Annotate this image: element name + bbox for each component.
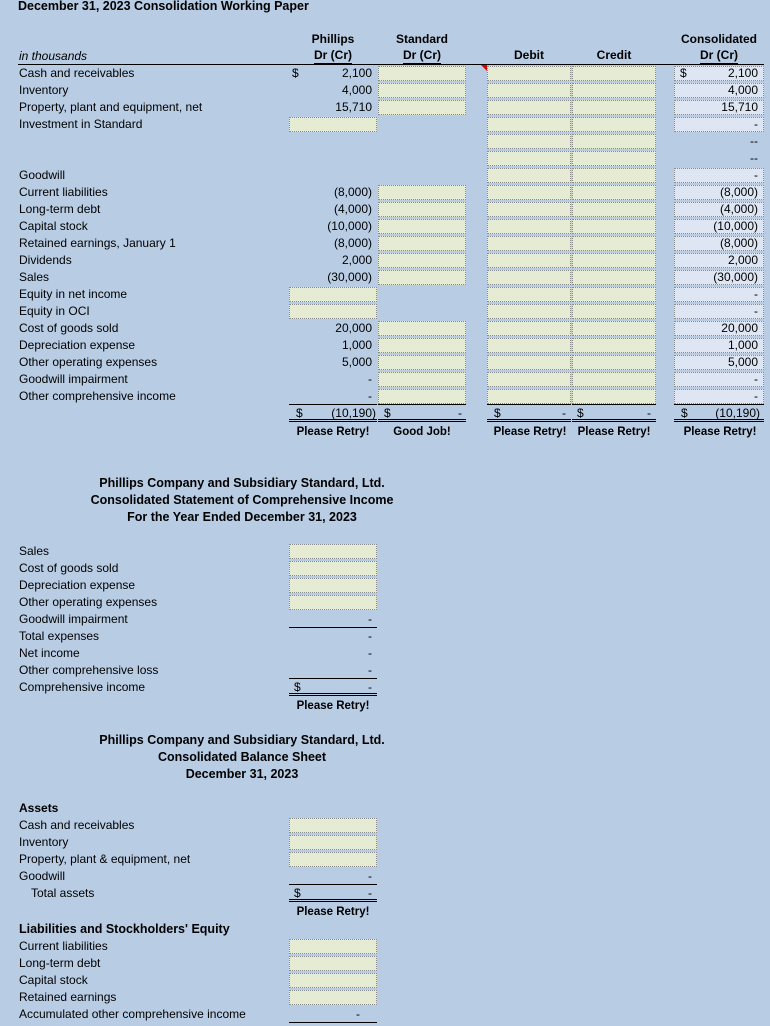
standard-total-double-rule	[378, 419, 466, 422]
standard-dividends-input[interactable]	[378, 253, 466, 268]
balance-liabilities-header: Liabilities and Stockholders' Equity	[19, 922, 230, 936]
balance-label-inventory: Inventory	[19, 835, 69, 849]
balance-aoci: -	[356, 1007, 360, 1021]
consolidated-total-dollar: $	[681, 406, 688, 420]
phillips-cogs: 20,000	[335, 321, 372, 335]
balance-ppe-input[interactable]	[289, 852, 377, 867]
row-label-oci: Other comprehensive income	[19, 389, 176, 403]
balance-label-current-liabilities: Current liabilities	[19, 939, 108, 953]
debit-investment-input[interactable]	[487, 117, 571, 132]
income-net-income: -	[368, 646, 372, 660]
income-label-comprehensive-income: Comprehensive income	[19, 680, 146, 694]
credit-extra-2-input[interactable]	[572, 151, 656, 166]
standard-status: Good Job!	[393, 426, 451, 438]
credit-ppe-input[interactable]	[572, 100, 656, 115]
income-total-expenses: -	[368, 629, 372, 643]
phillips-ppe: 15,710	[335, 100, 372, 114]
row-label-inventory: Inventory	[19, 83, 69, 97]
balance-label-goodwill: Goodwill	[19, 869, 66, 883]
income-comprehensive-income: -	[368, 680, 372, 694]
credit-total-double-rule	[572, 419, 656, 422]
row-label-long-term-debt: Long-term debt	[19, 202, 101, 216]
balance-cash-input[interactable]	[289, 818, 377, 833]
income-label-depreciation: Depreciation expense	[19, 578, 136, 592]
row-label-cogs: Cost of goods sold	[19, 321, 119, 335]
phillips-inventory: 4,000	[341, 83, 372, 97]
debit-goodwill-input[interactable]	[487, 168, 571, 183]
phillips-total-double-rule	[289, 419, 377, 422]
credit-oci-input[interactable]	[572, 389, 656, 404]
debit-other-opex-input[interactable]	[487, 355, 571, 370]
balance-label-ppe: Property, plant & equipment, net	[19, 852, 191, 866]
income-ocl: -	[368, 663, 372, 677]
phillips-total-dollar: $	[296, 406, 303, 420]
debit-inventory-input[interactable]	[487, 83, 571, 98]
income-status: Please Retry!	[296, 700, 370, 712]
debit-current-liabilities-input[interactable]	[487, 185, 571, 200]
consolidated-long-term-debt: (4,000)	[719, 202, 758, 216]
income-label-cogs: Cost of goods sold	[19, 561, 119, 575]
header-debit: Debit	[514, 48, 544, 62]
income-depreciation-input[interactable]	[289, 578, 377, 593]
credit-total: -	[647, 406, 651, 420]
phillips-long-term-debt: (4,000)	[333, 202, 372, 216]
balance-label-long-term-debt: Long-term debt	[19, 956, 101, 970]
credit-total-dollar: $	[577, 406, 584, 420]
credit-investment-input[interactable]	[572, 117, 656, 132]
balance-assets-header: Assets	[19, 801, 59, 815]
income-ci-double-rule	[289, 693, 377, 696]
income-ci-dollar: $	[294, 680, 301, 694]
spacer-1	[466, 151, 486, 166]
credit-depreciation-input[interactable]	[572, 338, 656, 353]
standard-other-opex-input[interactable]	[378, 355, 466, 370]
consolidated-sales: (30,000)	[713, 270, 758, 284]
income-cogs-input[interactable]	[289, 561, 377, 576]
income-other-opex-input[interactable]	[289, 595, 377, 610]
income-label-sales: Sales	[19, 544, 50, 558]
debit-status: Please Retry!	[493, 426, 567, 438]
debit-sales-input[interactable]	[487, 270, 571, 285]
phillips-other-opex: 5,000	[341, 355, 372, 369]
debit-extra-1-input[interactable]	[487, 134, 571, 149]
credit-long-term-debt-input[interactable]	[572, 202, 656, 217]
credit-equity-oci-input[interactable]	[572, 304, 656, 319]
balance-inventory-input[interactable]	[289, 835, 377, 850]
credit-retained-earnings-input[interactable]	[572, 236, 656, 251]
phillips-dividends: 2,000	[341, 253, 372, 267]
standard-inventory-input[interactable]	[378, 83, 466, 98]
consolidated-extra-1: --	[750, 134, 758, 148]
phillips-total: (10,190)	[331, 406, 376, 420]
phillips-depreciation: 1,000	[341, 338, 372, 352]
debit-total-dollar: $	[494, 406, 501, 420]
consolidated-retained-earnings: (8,000)	[719, 236, 758, 250]
income-sales-input[interactable]	[289, 544, 377, 559]
credit-equity-ni-input[interactable]	[572, 287, 656, 302]
row-label-current-liabilities: Current liabilities	[19, 185, 108, 199]
units-label: in thousands	[19, 49, 88, 63]
balance-goodwill: -	[368, 869, 372, 883]
balance-current-liabilities-input[interactable]	[289, 939, 377, 954]
income-label-other-opex: Other operating expenses	[19, 595, 158, 609]
consolidated-cogs: 20,000	[721, 321, 758, 335]
credit-dividends-input[interactable]	[572, 253, 656, 268]
consolidated-other-opex: 5,000	[727, 355, 758, 369]
row-label-equity-oci: Equity in OCI	[19, 304, 90, 318]
standard-ppe-input[interactable]	[378, 100, 466, 115]
phillips-investment-input[interactable]	[289, 117, 377, 132]
row-label-retained-earnings: Retained earnings, January 1	[19, 236, 176, 250]
phillips-cash: 2,100	[341, 66, 372, 80]
consolidated-goodwill: -	[754, 168, 758, 182]
standard-sales-input[interactable]	[378, 270, 466, 285]
income-label-goodwill-impairment: Goodwill impairment	[19, 612, 128, 626]
row-label-goodwill: Goodwill	[19, 168, 66, 182]
debit-long-term-debt-input[interactable]	[487, 202, 571, 217]
consolidated-depreciation: 1,000	[727, 338, 758, 352]
credit-cash-input[interactable]	[572, 66, 656, 81]
consolidated-equity-oci: -	[754, 304, 758, 318]
debit-goodwill-impairment-input[interactable]	[487, 372, 571, 387]
debit-extra-2-input[interactable]	[487, 151, 571, 166]
balance-label-cash: Cash and receivables	[19, 818, 135, 832]
row-label-capital-stock: Capital stock	[19, 219, 88, 233]
consolidated-dollar-sign: $	[680, 66, 687, 80]
income-goodwill-impairment: -	[368, 612, 372, 626]
debit-dividends-input[interactable]	[487, 253, 571, 268]
balance-capital-stock-input[interactable]	[289, 973, 377, 988]
spacer-0	[466, 134, 486, 149]
consolidated-total-double-rule	[674, 419, 764, 422]
balance-label-total-assets: Total assets	[31, 886, 95, 900]
consolidated-extra-2: --	[750, 151, 758, 165]
balance-label-retained-earnings: Retained earnings	[19, 990, 117, 1004]
credit-current-liabilities-input[interactable]	[572, 185, 656, 200]
phillips-retained-earnings: (8,000)	[333, 236, 372, 250]
consolidated-dividends: 2,000	[727, 253, 758, 267]
balance-retained-earnings-input[interactable]	[289, 990, 377, 1005]
credit-other-opex-input[interactable]	[572, 355, 656, 370]
income-title: Phillips Company and Subsidiary Standard, Ltd. Consolidated Statement of Comprehensive Income For the Year Ended December 31, 2023	[90, 476, 394, 524]
debit-cash-input[interactable]	[487, 66, 571, 81]
debit-oci-input[interactable]	[487, 389, 571, 404]
debit-depreciation-input[interactable]	[487, 338, 571, 353]
standard-retained-earnings-input[interactable]	[378, 236, 466, 251]
credit-extra-1-input[interactable]	[572, 134, 656, 149]
debit-equity-ni-input[interactable]	[487, 287, 571, 302]
phillips-goodwill-impairment: -	[368, 372, 372, 386]
phillips-status: Please Retry!	[296, 426, 370, 438]
standard-cash-input[interactable]	[378, 66, 466, 81]
header-standard: Standard Dr (Cr)	[395, 32, 448, 62]
standard-current-liabilities-input[interactable]	[378, 185, 466, 200]
income-label-ocl: Other comprehensive loss	[19, 663, 159, 677]
credit-capital-stock-input[interactable]	[572, 219, 656, 234]
row-label-ppe: Property, plant and equipment, net	[19, 100, 203, 114]
debit-retained-earnings-input[interactable]	[487, 236, 571, 251]
debit-ppe-input[interactable]	[487, 100, 571, 115]
standard-long-term-debt-input[interactable]	[378, 202, 466, 217]
phillips-sales: (30,000)	[327, 270, 372, 284]
row-label-goodwill-impairment: Goodwill impairment	[19, 372, 128, 386]
standard-cogs-input[interactable]	[378, 321, 466, 336]
credit-status: Please Retry!	[577, 426, 651, 438]
consolidated-investment: -	[754, 117, 758, 131]
balance-title: Phillips Company and Subsidiary Standard, Ltd. Consolidated Balance Sheet December 31, 2023	[99, 733, 385, 781]
income-label-total-expenses: Total expenses	[19, 629, 100, 643]
consolidated-cash: 2,100	[727, 66, 758, 80]
row-label-investment: Investment in Standard	[19, 117, 143, 131]
standard-total-dollar: $	[384, 406, 391, 420]
header-phillips: Phillips Dr (Cr)	[311, 32, 355, 62]
phillips-equity-oci-input[interactable]	[289, 304, 377, 319]
credit-goodwill-input[interactable]	[572, 168, 656, 183]
debit-cogs-input[interactable]	[487, 321, 571, 336]
consolidated-current-liabilities: (8,000)	[719, 185, 758, 199]
balance-label-aoci: Accumulated other comprehensive income	[19, 1007, 246, 1021]
consolidated-status: Please Retry!	[683, 426, 757, 438]
balance-aoci-rule	[289, 1022, 377, 1023]
balance-total-assets: -	[368, 886, 372, 900]
consolidated-goodwill-impairment: -	[754, 372, 758, 386]
balance-ta-dollar: $	[294, 886, 301, 900]
debit-capital-stock-input[interactable]	[487, 219, 571, 234]
standard-depreciation-input[interactable]	[378, 338, 466, 353]
balance-ta-double-rule	[289, 899, 377, 902]
standard-oci-input[interactable]	[378, 389, 466, 404]
phillips-current-liabilities: (8,000)	[333, 185, 372, 199]
credit-cogs-input[interactable]	[572, 321, 656, 336]
debit-total: -	[562, 406, 566, 420]
credit-inventory-input[interactable]	[572, 83, 656, 98]
consolidated-ppe: 15,710	[721, 100, 758, 114]
debit-equity-oci-input[interactable]	[487, 304, 571, 319]
comment-marker	[481, 65, 487, 71]
consolidated-inventory: 4,000	[727, 83, 758, 97]
balance-status: Please Retry!	[296, 906, 370, 918]
balance-long-term-debt-input[interactable]	[289, 956, 377, 971]
consolidated-oci: -	[754, 389, 758, 403]
row-label-dividends: Dividends	[19, 253, 72, 267]
header-credit: Credit	[596, 48, 632, 62]
row-label-sales: Sales	[19, 270, 50, 284]
credit-sales-input[interactable]	[572, 270, 656, 285]
income-label-net-income: Net income	[19, 646, 80, 660]
row-label-depreciation: Depreciation expense	[19, 338, 136, 352]
debit-total-double-rule	[487, 419, 571, 422]
phillips-oci: -	[368, 389, 372, 403]
standard-goodwill-impairment-input[interactable]	[378, 372, 466, 387]
consolidated-equity-ni: -	[754, 287, 758, 301]
phillips-dollar-sign: $	[292, 66, 299, 80]
phillips-capital-stock: (10,000)	[327, 219, 372, 233]
consolidated-capital-stock: (10,000)	[713, 219, 758, 233]
consolidated-total: (10,190)	[715, 406, 760, 420]
row-label-cash: Cash and receivables	[19, 66, 135, 80]
phillips-equity-ni-input[interactable]	[289, 287, 377, 302]
standard-capital-stock-input[interactable]	[378, 219, 466, 234]
credit-goodwill-impairment-input[interactable]	[572, 372, 656, 387]
header-consolidated: Consolidated Dr (Cr)	[680, 32, 757, 62]
worksheet-title: December 31, 2023 Consolidation Working Paper	[18, 0, 309, 13]
balance-label-capital-stock: Capital stock	[19, 973, 88, 987]
standard-total: -	[458, 406, 462, 420]
row-label-other-opex: Other operating expenses	[19, 355, 158, 369]
row-label-equity-net-income: Equity in net income	[19, 287, 128, 301]
